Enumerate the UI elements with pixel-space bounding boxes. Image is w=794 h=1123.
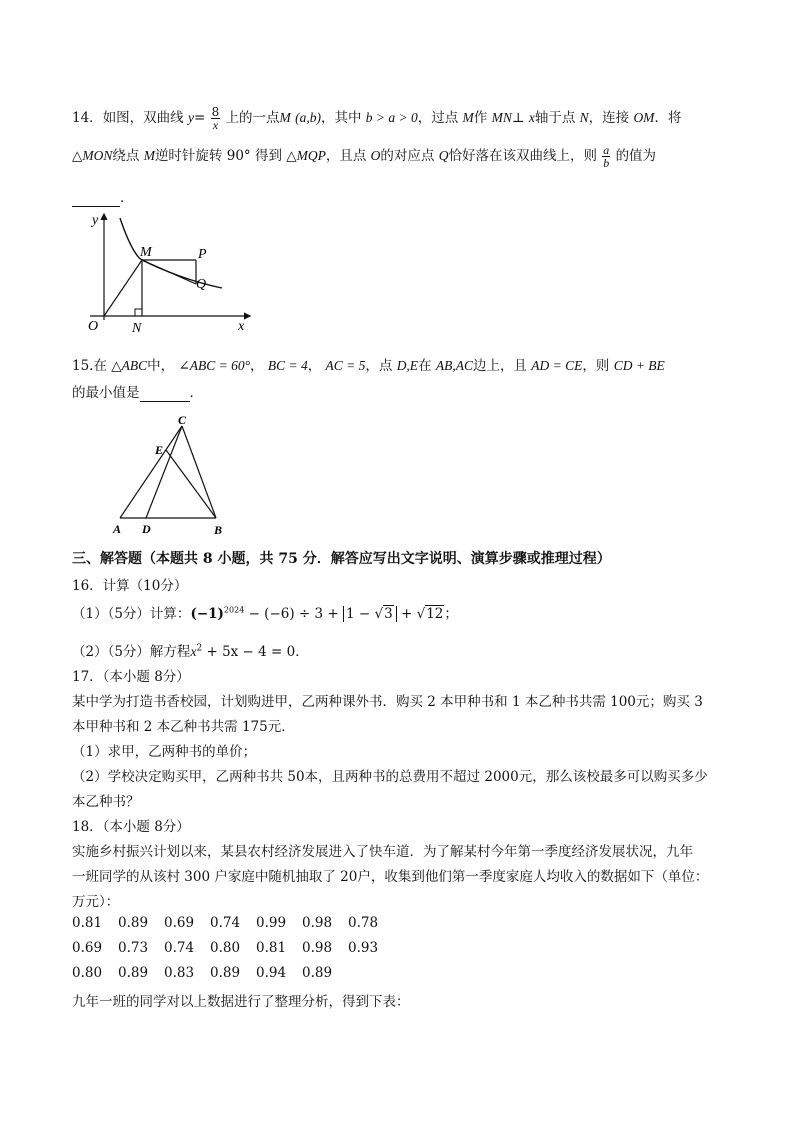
- data-row: 0.80 0.89 0.83 0.89 0.94 0.89: [72, 965, 333, 981]
- segment-OM: [104, 260, 142, 316]
- q14-line2: △MON绕点 M逆时针旋转 90° 得到 △MQP，且点 O的对应点 Q恰好落在该双曲线上，则 $\frac{a}{b}$ 的值为: [72, 143, 657, 170]
- q16-title: 16．计算（10分）: [72, 578, 188, 594]
- q18-body-line2: 一班同学的从该村 300 户家庭中随机抽取了 20户，收集到他们第一季度家庭人均收入的数据如下（单位：: [72, 869, 709, 885]
- q14-figure: [72, 208, 262, 336]
- label-D: D: [142, 522, 151, 536]
- right-angle-mark: [135, 309, 142, 316]
- segment-BE: [166, 450, 216, 518]
- q18-body-line1: 实施乡村振兴计划以来，某县农村经济发展进入了快车道．为了解某村今年第一季度经济发展状况，九年: [72, 844, 693, 860]
- segment-BC: [182, 426, 216, 518]
- q16-part1: （1）（5分）计算：$(-1)^{2024} - (-6) \div 3 + 1 - √3 + √12$；: [72, 605, 458, 622]
- q15-line1: 15.在 △ABC中， ∠ABC = 60°， BC = 4， AC = 5，点 D,E在 AB,AC边上，且 AD = CE，则 CD + BE: [72, 358, 665, 374]
- q18-footer: 九年一班的同学对以上数据进行了整理分析，得到下表：: [72, 994, 410, 1010]
- fraction-8-over-x: $\frac{8}{x}$: [211, 105, 220, 132]
- segment-MQ: [142, 260, 196, 284]
- q15-line2: 的最小值是 ．: [72, 385, 203, 401]
- q17-body-line1: 某中学为打造书香校园，计划购进甲，乙两种课外书．购买 2 本甲种书和 1 本乙种书共需 100元；购买 3: [72, 694, 703, 710]
- section-heading: 三、解答题（本题共 8 小题，共 75 分．解答应写出文字说明、演算步骤或推理过程）: [72, 551, 611, 567]
- label-A: A: [113, 522, 122, 536]
- q17-body-line2: 本甲种书和 2 本乙种书共需 175元．: [72, 719, 295, 735]
- label-x: x: [238, 319, 245, 334]
- absolute-value: 1 − √3: [343, 606, 397, 622]
- q17-sub1: （1）求甲，乙两种书的单价；: [72, 744, 257, 760]
- label-Q: Q: [196, 277, 207, 292]
- answer-blank[interactable]: [72, 190, 120, 207]
- label-P: P: [198, 247, 207, 262]
- fraction-a-over-b: $\frac{a}{b}$: [603, 143, 610, 170]
- q16-part2: （2）（5分）解方程$x^2 + 5x - 4 = 0$．: [72, 643, 309, 660]
- data-row: 0.69 0.73 0.74 0.80 0.81 0.98 0.93: [72, 940, 379, 956]
- q17-title: 17．（本小题 8分）: [72, 669, 190, 685]
- label-y: y: [92, 213, 99, 228]
- q14-answer-line: ．: [72, 186, 134, 207]
- q14-line1: 14．如图，双曲线 y= $\frac{8}{x}$ 上的一点M (a,b)，其中 b > a > 0，过点 M作 MN⊥ x轴于点 N，连接 OM．将: [72, 105, 682, 132]
- answer-blank[interactable]: [140, 385, 190, 402]
- q18-body-line3: 万元）：: [72, 894, 120, 910]
- label-N: N: [132, 321, 142, 336]
- data-row: 0.81 0.89 0.69 0.74 0.99 0.98 0.78: [72, 915, 379, 931]
- q15-figure: [110, 412, 230, 536]
- label-C: C: [178, 413, 187, 427]
- label-E: E: [155, 443, 164, 457]
- label-B: B: [214, 523, 223, 536]
- q18-title: 18．（本小题 8分）: [72, 819, 190, 835]
- hyperbola-curve: [120, 218, 222, 288]
- label-M: M: [140, 245, 152, 260]
- q17-sub2-line1: （2）学校决定购买甲，乙两种书共 50本，且两种书的总费用不超过 2000元，那么该校最多可以购买多少: [72, 769, 708, 785]
- q17-sub2-line2: 本乙种书？: [72, 794, 140, 810]
- label-O: O: [88, 319, 99, 334]
